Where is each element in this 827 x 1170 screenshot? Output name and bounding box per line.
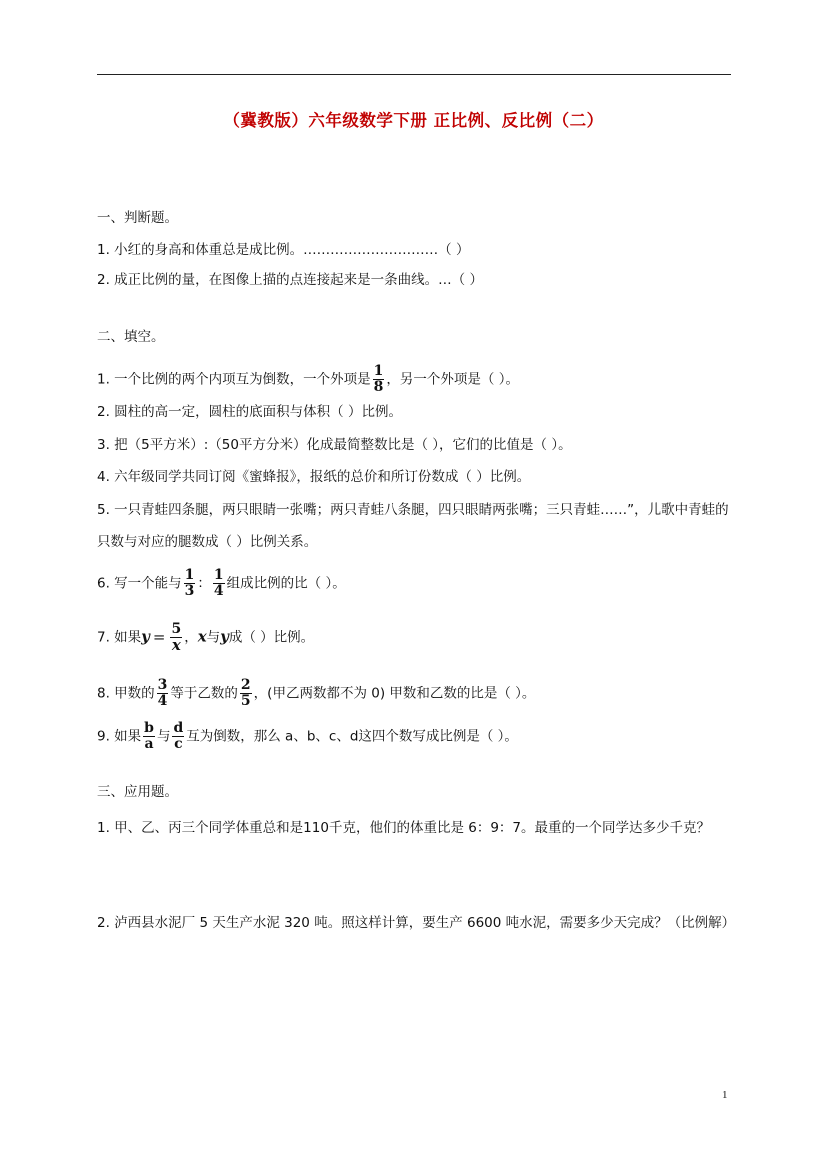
question-text: 等于乙数的	[170, 685, 238, 702]
question-text: ，另一个外项是（ ）。	[386, 371, 519, 388]
variable-x: x	[197, 627, 207, 646]
fraction	[170, 622, 182, 653]
fraction-denominator: a	[144, 736, 154, 752]
fill-question-5: 5. 一只青蛙四条腿，两只眼睛一张嘴；两只青蛙八条腿，四只眼睛两张嘴；三只青蛙……”，儿歌中青蛙的只数与对应的腿数成（ ）比例关系。	[97, 502, 729, 550]
application-question-2: 2. 泸西县水泥厂 5 天生产水泥 320 吨。照这样计算，要生产 6600 吨水泥，需要多少天完成？（比例解）	[97, 915, 736, 931]
page-title: （冀教版）六年级数学下册 正比例、反比例（二）	[223, 111, 604, 130]
fraction-numerator: 2	[240, 677, 251, 693]
section-heading-application: 三、应用题。	[97, 784, 178, 800]
fraction-denominator: 4	[213, 583, 224, 599]
fill-question-1	[97, 364, 519, 395]
fill-question-8	[97, 678, 535, 709]
equals-sign: =	[152, 627, 166, 646]
fraction-denominator: 5	[240, 693, 251, 709]
fraction	[213, 568, 225, 599]
judgement-question-2: 2. 成正比例的量，在图像上描的点连接起来是一条曲线。…（ ）	[97, 272, 483, 288]
question-text: 8. 甲数的	[97, 685, 155, 702]
fraction-numerator: 3	[157, 677, 168, 693]
fill-question-9	[97, 721, 518, 752]
fill-question-2: 2. 圆柱的高一定，圆柱的底面积与体积（ ）比例。	[97, 404, 402, 420]
question-text: 9. 如果	[97, 728, 142, 745]
section-heading-judgement: 一、判断题。	[97, 210, 178, 226]
comma: ，	[184, 629, 198, 646]
fraction	[373, 364, 385, 395]
section-heading-fill: 二、填空。	[97, 329, 165, 345]
fraction-numerator: 1	[373, 363, 384, 379]
fraction-numerator: 1	[184, 567, 195, 583]
variable-y: y	[141, 627, 150, 646]
fraction-denominator: 8	[373, 379, 384, 395]
question-text: 6. 写一个能与	[97, 575, 182, 592]
fraction	[157, 678, 169, 709]
fraction-denominator: c	[174, 736, 183, 752]
question-text: 成（ ）比例。	[228, 629, 315, 646]
fill-question-7	[97, 622, 314, 653]
question-text: ，(甲乙两数都不为 0) 甲数和乙数的比是（ ）。	[253, 685, 536, 702]
page-number: 1	[722, 1089, 728, 1101]
fraction	[240, 678, 252, 709]
question-text: 1. 一个比例的两个内项互为倒数，一个外项是	[97, 371, 371, 388]
fraction	[184, 568, 196, 599]
question-text: 与	[206, 629, 221, 646]
fraction-denominator: 3	[184, 583, 195, 599]
ratio-colon: ：	[197, 575, 211, 592]
fill-question-4: 4. 六年级同学共同订阅《蜜蜂报》，报纸的总价和所订份数成（ ）比例。	[97, 469, 531, 485]
fill-question-3: 3. 把（5平方米）:（50平方分米）化成最简整数比是（ ），它们的比值是（ ）。	[97, 437, 572, 453]
fraction	[172, 721, 184, 752]
fraction-denominator: x	[171, 636, 181, 654]
judgement-question-1: 1. 小红的身高和体重总是成比例。…………………………（ ）	[97, 242, 470, 258]
application-question-1: 1. 甲、乙、丙三个同学体重总和是110千克，他们的体重比是 6：9：7。最重的一个同学达多少千克？	[97, 820, 710, 836]
fraction-numerator: b	[144, 720, 154, 736]
fraction-numerator: 5	[171, 621, 182, 637]
question-text: 互为倒数，那么 a、b、c、d这四个数写成比例是（ ）。	[186, 728, 518, 745]
fill-question-6	[97, 568, 346, 599]
variable-y: y	[220, 627, 229, 646]
fraction	[143, 721, 155, 752]
fraction-denominator: 4	[157, 693, 168, 709]
question-text: 与	[156, 728, 171, 745]
fraction-numerator: 1	[213, 567, 224, 583]
question-text: 7. 如果	[97, 629, 142, 646]
question-text: 组成比例的比（ ）。	[226, 575, 346, 592]
header-rule	[97, 74, 731, 75]
fraction-numerator: d	[173, 720, 184, 736]
